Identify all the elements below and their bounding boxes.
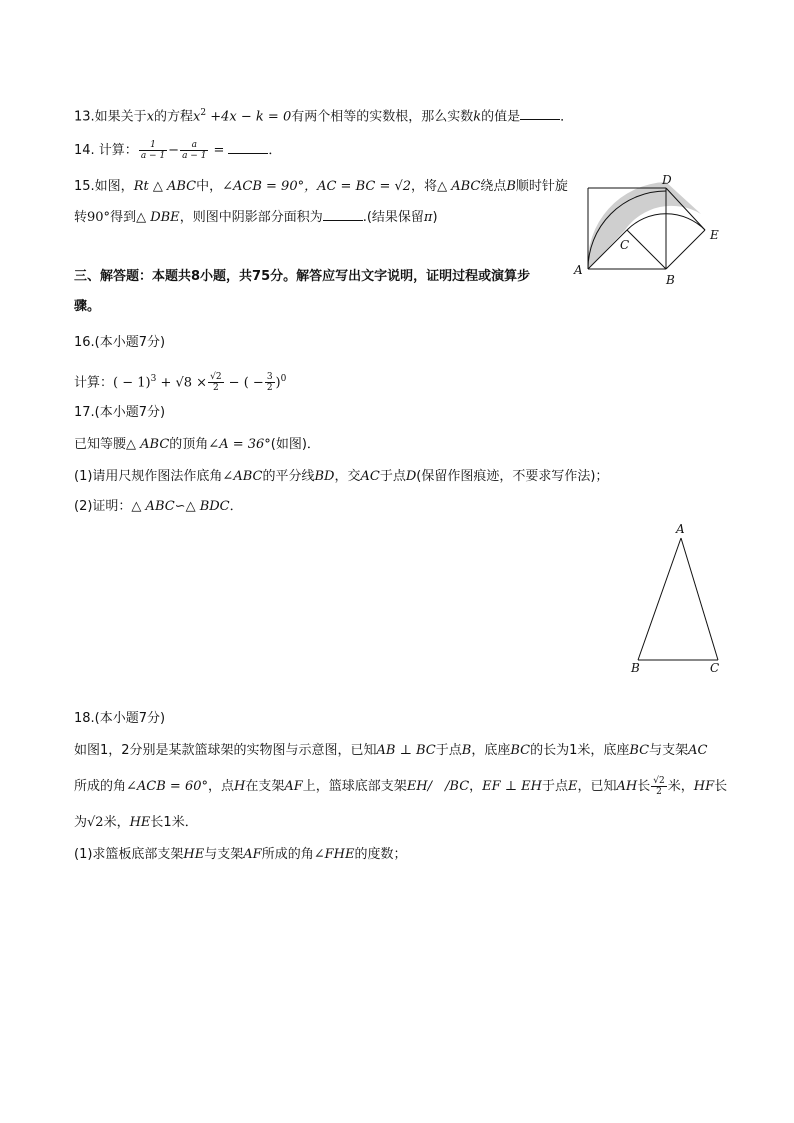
q13-text: 13.如果关于 <box>74 109 147 125</box>
q18-math: AF <box>284 779 303 794</box>
q15-math: △ DBE <box>136 210 180 225</box>
q18-math: AB ⊥ BC <box>376 743 436 758</box>
q18-text: 于点 <box>435 743 462 758</box>
question-15-line-2 <box>74 208 438 227</box>
fig15-label-E: E <box>710 228 719 242</box>
q18-math: HE <box>183 847 205 862</box>
q18-text: 的度数； <box>354 847 407 862</box>
q15-text: 转 <box>74 210 88 225</box>
q16-math: ( − 1) <box>113 375 151 391</box>
question-13 <box>74 104 573 126</box>
question-18-line-2 <box>74 772 727 802</box>
q13-var-k: k <box>473 109 482 125</box>
q18-text: 与支架 <box>649 743 689 758</box>
q13-answer-blank <box>520 107 560 120</box>
q17-text: (保留作图痕迹，不要求写作法)； <box>416 469 609 484</box>
q18-text: ，已知 <box>577 779 617 794</box>
q15-math: B <box>506 179 516 194</box>
q18-math: HE <box>129 815 151 830</box>
q13-text: 的方程 <box>154 109 194 125</box>
q18-math: B <box>461 743 472 758</box>
q16-exponent: 3 <box>150 374 157 384</box>
q17-text: (1)请用尺规作图法作底角 <box>74 469 223 484</box>
q18-math: H <box>234 779 246 794</box>
q18-math: √2 <box>87 815 104 830</box>
q17-text: 的平分线 <box>262 469 315 484</box>
q18-text: 在支架 <box>245 779 285 794</box>
q18-text: 如图1，2分别是某款篮球架的实物图与示意图，已知 <box>74 743 377 758</box>
q18-text: 长 <box>714 779 728 794</box>
q18-math: HF <box>693 779 715 794</box>
q18-frac-denominator: 2 <box>656 787 662 797</box>
section-3-heading-line-1: 三、解答题：本题共8小题，共75分。解答应写出文字说明，证明过程或演算步 <box>74 269 531 284</box>
q17-text: 已知等腰 <box>74 437 127 452</box>
question-18-header: 18.(本小题7分) <box>74 711 166 726</box>
q16-math: ) <box>275 375 281 391</box>
question-14 <box>74 138 281 164</box>
q18-text: 米， <box>667 779 694 794</box>
q16-math: − ( − <box>224 375 264 391</box>
question-18-line-3 <box>74 814 198 832</box>
q18-text: 为 <box>74 815 88 830</box>
q15-math: △ ABC <box>437 179 481 194</box>
q17-text: (如图)． <box>270 437 320 452</box>
q15-text: .(结果保留 <box>362 210 424 225</box>
q18-text: 长 <box>637 779 651 794</box>
q17-text: 的顶角 <box>169 437 209 452</box>
fig15-segment-BE <box>666 230 705 269</box>
question-16-expression <box>74 366 286 392</box>
figure-15-rotation <box>570 170 740 290</box>
q14-fraction-2 <box>180 140 208 161</box>
q14-answer-blank <box>228 141 268 154</box>
q18-text: ，点 <box>208 779 235 794</box>
q14-text: ． <box>268 143 282 158</box>
q16-frac2-numerator: 3 <box>266 372 273 383</box>
q18-text: 所成的角 <box>74 779 127 794</box>
q18-math: AH <box>616 779 638 794</box>
fig15-label-C: C <box>620 238 630 252</box>
question-18-line-1 <box>74 742 707 760</box>
fig15-label-D: D <box>662 173 672 187</box>
q13-equation: x <box>193 109 201 125</box>
question-18-part-1 <box>74 846 406 864</box>
q16-frac2-denominator: 2 <box>266 383 273 394</box>
q18-text: 的长为1米，底座 <box>530 743 630 758</box>
q15-text: 15.如图， <box>74 179 134 194</box>
q14-equals: = <box>213 143 225 158</box>
q15-text: 绕点 <box>480 179 507 194</box>
q13-text: 有两个相等的实数根，那么实数 <box>291 109 474 125</box>
q15-pi: π <box>423 210 433 225</box>
q17-text: 于点 <box>379 469 406 484</box>
q18-math: AC <box>688 743 708 758</box>
q18-math: E <box>568 779 578 794</box>
fig17-label-B: B <box>631 661 640 675</box>
q13-equation: +4x − k = 0 <box>206 109 292 125</box>
q15-math: Rt △ ABC <box>133 179 197 194</box>
q17-math: △ ABC <box>126 437 170 452</box>
q16-frac1-denominator: 2 <box>212 383 219 394</box>
q13-text: ． <box>560 109 574 125</box>
fig17-segment-AC <box>681 538 718 660</box>
q18-fraction <box>651 776 666 797</box>
question-17-part-1 <box>74 468 608 486</box>
q18-text: 于点 <box>541 779 568 794</box>
q17-math: D <box>405 469 417 484</box>
q17-math: AC <box>360 469 380 484</box>
q14-text: 14. 计算： <box>74 143 138 158</box>
question-16-header: 16.(本小题7分) <box>74 335 166 350</box>
q18-text: ， <box>469 779 483 794</box>
fig15-label-B: B <box>666 273 675 287</box>
q18-math: ∠ACB = 60° <box>126 779 208 794</box>
q14-fraction-1 <box>139 140 167 161</box>
q13-exponent: 2 <box>200 108 207 118</box>
fig17-label-A: A <box>676 522 685 536</box>
q17-math: △ ABC∽△ BDC <box>131 499 230 514</box>
q18-text: 上，篮球底部支架 <box>302 779 407 794</box>
q18-math: BC <box>629 743 650 758</box>
q15-math: ∠ACB = 90°，AC = BC = √2 <box>222 179 412 194</box>
section-3-heading-line-2: 骤。 <box>74 299 101 314</box>
q18-math: BC <box>510 743 531 758</box>
question-17-header: 17.(本小题7分) <box>74 405 166 420</box>
question-15-line-1 <box>74 178 568 196</box>
q18-math: EF ⊥ EH <box>482 779 542 794</box>
q16-text: 计算： <box>74 375 114 391</box>
fig17-label-C: C <box>710 661 720 675</box>
q16-frac1-numerator: √2 <box>210 372 222 383</box>
q17-text: (2)证明： <box>74 499 132 514</box>
fig15-shaded-region <box>588 182 701 269</box>
figure-17-isosceles-triangle <box>622 518 732 678</box>
fig17-segment-AB <box>638 538 681 660</box>
fig15-segment-DE <box>666 188 705 230</box>
q16-fraction-2 <box>265 372 275 393</box>
q18-text: 长1米． <box>150 815 198 830</box>
q18-text: 所成的角 <box>261 847 314 862</box>
q17-text: ． <box>229 499 243 514</box>
q15-answer-blank <box>323 208 363 221</box>
q15-text: ) <box>432 210 438 225</box>
q13-text: 的值是 <box>481 109 521 125</box>
q14-frac1-numerator: 1 <box>139 140 167 151</box>
q15-text: 中， <box>196 179 223 194</box>
q16-fraction-1 <box>208 372 223 393</box>
q18-text: 与支架 <box>204 847 244 862</box>
q17-math: ∠A = 36° <box>208 437 271 452</box>
q14-frac2-numerator: a <box>180 140 208 151</box>
q17-text: ，交 <box>334 469 361 484</box>
q15-text: ，则图中阴影部分面积为 <box>179 210 323 225</box>
fig15-label-A: A <box>574 263 583 277</box>
q18-frac-numerator: √2 <box>653 776 665 786</box>
q18-text: 米， <box>103 815 130 830</box>
q18-math: EH/ /BC <box>406 779 470 794</box>
q18-text: (1)求篮板底部支架 <box>74 847 184 862</box>
q13-var-x: x <box>146 109 155 125</box>
q16-exponent: 0 <box>280 374 287 384</box>
q18-text: ，底座 <box>471 743 511 758</box>
q14-frac1-denominator: a − 1 <box>140 151 166 161</box>
q14-frac2-denominator: a − 1 <box>182 151 207 161</box>
q16-math: + √8 × <box>156 375 208 391</box>
q17-math: ∠ABC <box>222 469 263 484</box>
q18-math: AF <box>243 847 262 862</box>
q17-math: BD <box>314 469 335 484</box>
q15-text: 得到 <box>110 210 137 225</box>
q15-math: 90° <box>87 210 111 225</box>
q14-minus: − <box>168 143 180 158</box>
q18-math: ∠FHE <box>313 847 355 862</box>
q15-text: ，将 <box>411 179 438 194</box>
question-17-line-1 <box>74 436 320 454</box>
question-17-part-2 <box>74 498 243 516</box>
q15-text: 顺时针旋 <box>515 179 568 194</box>
fig15-segment-CB <box>627 230 666 269</box>
